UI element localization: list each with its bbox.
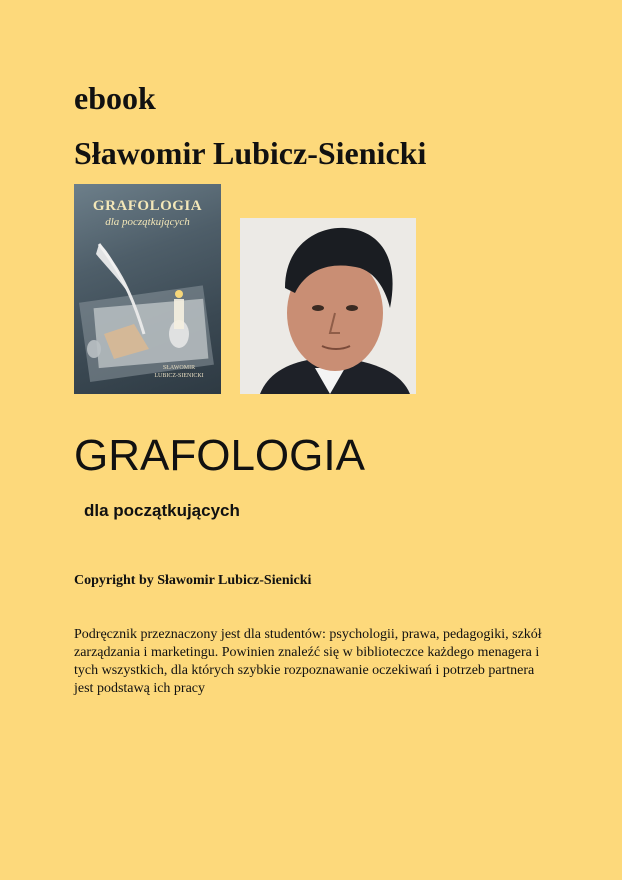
author-photo bbox=[240, 218, 416, 394]
cover-author bbox=[144, 364, 214, 380]
ebook-label: ebook bbox=[74, 80, 156, 116]
subtitle: dla początkujących bbox=[84, 501, 240, 520]
cover-author-last: LUBICZ-SIENICKI bbox=[154, 373, 204, 379]
book-cover-image bbox=[74, 184, 221, 394]
cover-title: GRAFOLOGIA bbox=[92, 198, 203, 214]
cover-author-first: SŁAWOMIR bbox=[162, 365, 196, 371]
author-portrait-illustration bbox=[240, 218, 416, 394]
cover-subtitle: dla początkujących bbox=[105, 216, 190, 228]
book-description: Podręcznik przeznaczony jest dla studentów: psychologii, prawa, pedagogiki, szkół zarządzania i marketingu. Powinien znaleźć się w biblioteczce każdego menagera i tych wszystkich, dla których szybkie rozpoznawanie oczekiwań i potrzeb partnera jest podstawą ich pracy bbox=[74, 627, 542, 696]
main-title: GRAFOLOGIA bbox=[74, 431, 365, 480]
copyright-notice: Copyright by Sławomir Lubicz-Sienicki bbox=[74, 573, 312, 588]
author-name: Sławomir Lubicz-Sienicki bbox=[74, 135, 427, 171]
